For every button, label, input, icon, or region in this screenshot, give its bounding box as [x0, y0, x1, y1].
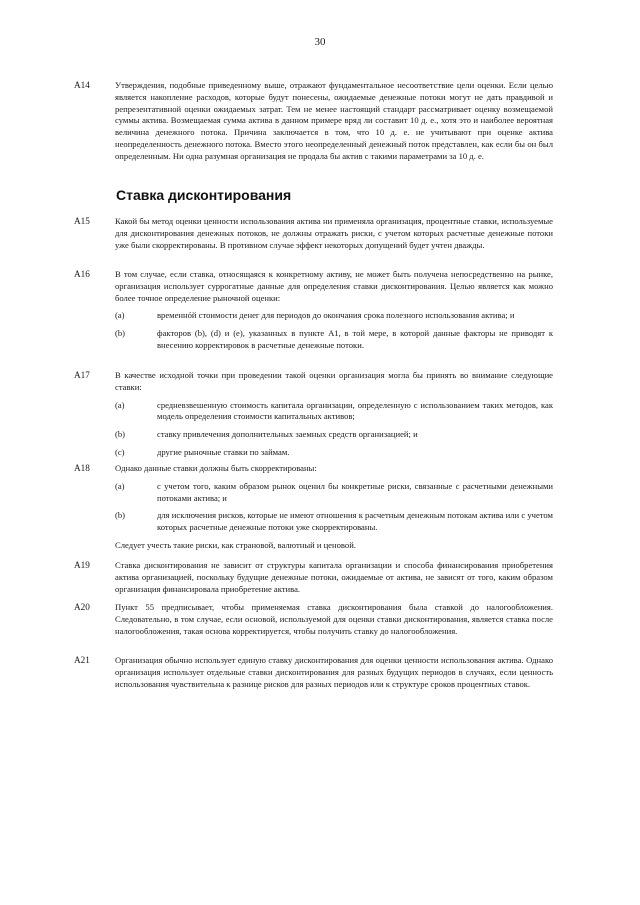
page-number: 30 [314, 36, 326, 48]
list-item [115, 510, 553, 534]
list-item-text: факторов (b), (d) и (e), указанных в пункте A1, в той мере, в которой данные факторы не приводят к внесению корректировок в расчетные денежные потоки. [157, 328, 553, 350]
paragraph-closing-text: Следует учесть такие риски, как страновой, валютный и ценовой. [115, 539, 356, 550]
list-item [115, 447, 553, 459]
paragraph-text: Какой бы метод оценки ценности использования актива ни применяла организация, процентные ставки, используемые для дисконтирования денежных потоков, не должны отражать риски, с учетом которых расчетные денежные потоки уже были скорректированы. В противном случае эффект некоторых допущений будет учтен дважды. [115, 216, 553, 250]
list-item-letter: (c) [115, 446, 125, 457]
list-item-text: ставку привлечения дополнительных заемных средств организацией; и [157, 429, 418, 440]
paragraph-text: Утверждения, подобные приведенному выше, отражают фундаментальное несоответствие цели оценки. Если целью является накопление расходов, которые будут понесены, ожидаемые денежные потоки могут не дать правдивой и репрезентативной оценки ожидаемых затрат. Тем не менее настоящий стандарт рассматривает оценку возмещаемой суммы актива. Возмещаемая сумма актива в данном примере вряд ли составит 10 д. е., хотя это и наиболее вероятная величина денежного потока. Причина заключается в том, что 10 д. е. не учитывают при оценке актива неопределенность денежного потока. Вместо этого неопределенный денежный поток представлен, как если бы он был определенным. Ни одна разумная организация не продала бы актив с такими параметрами за 10 д. е. [115, 80, 553, 161]
paragraph-number: A18 [74, 463, 90, 473]
paragraph-text: Ставка дисконтирования не зависит от структуры капитала организации и способа финансирования приобретения актива организацией, поскольку будущие денежные потоки, ожидаемые от актива, не зависят от того, каким образом организация финансировала приобретение актива. [115, 560, 553, 594]
list-item-text: временнóй стоимости денег для периодов до окончания срока полезного использования актива; и [157, 310, 515, 321]
list-item-text: для исключения рисков, которые не имеют отношения к расчетным денежным потокам актива или с учетом которых расчетные денежные потоки уже скорректированы. [157, 510, 553, 533]
paragraph-number: A21 [74, 655, 90, 665]
paragraph-text: В том случае, если ставка, относящаяся к конкретному активу, не может быть получена непосредственно на рынке, организация использует суррогатные данные для определения ставки дисконтирования. Целью является как можно более точное определение рыночной оценки: [115, 269, 553, 303]
list-item [115, 481, 553, 505]
list-item-letter: (a) [115, 480, 125, 491]
paragraph-text: Организация обычно использует единую ставку дисконтирования для оценки ценности использования актива. Однако организация использует отдельные ставки дисконтирования для разных будущих периодов в случаях, если ценность использования чувствительна к разнице рисков для разных периодов или к структуре сроков процентных ставок. [115, 655, 553, 689]
paragraph-text: Пункт 55 предписывает, чтобы применяемая ставка дисконтирования была ставкой до налогообложения. Следовательно, в том случае, если основой, используемой для оценки ставки дисконтирования, является ставка после налогообложения, такая основа корректируется, чтобы получить ставку до налогообложения. [115, 602, 553, 636]
list-item-letter: (b) [115, 429, 126, 440]
list-item-text: с учетом того, каким образом рынок оценил бы конкретные риски, связанные с расчетными денежными потоками актива; и [157, 480, 553, 503]
list-item-letter: (a) [115, 310, 125, 321]
section-heading: Ставка дисконтирования [116, 187, 292, 203]
list-item [115, 328, 553, 352]
list-item-letter: (b) [115, 510, 126, 521]
paragraph-number: A20 [74, 602, 90, 612]
paragraph-number: A16 [74, 269, 90, 279]
paragraph-number: A14 [74, 80, 90, 90]
list-item [115, 310, 553, 322]
list-item-letter: (a) [115, 399, 125, 410]
paragraph-number: A17 [74, 370, 90, 380]
paragraph-text: Однако данные ставки должны быть скорректированы: [115, 463, 317, 473]
list-item [115, 400, 553, 424]
list-item-text: другие рыночные ставки по займам. [157, 446, 290, 457]
paragraph-text: В качестве исходной точки при проведении такой оценки организация могла бы принять во внимание следующие ставки: [115, 370, 553, 392]
paragraph-number: A15 [74, 216, 90, 226]
list-item [115, 429, 553, 441]
list-item-text: средневзвешенную стоимость капитала организации, определенную с использованием таких методов, как модель определения стоимости капитальных активов; [157, 399, 553, 422]
paragraph-number: A19 [74, 560, 90, 570]
list-item-letter: (b) [115, 328, 126, 339]
